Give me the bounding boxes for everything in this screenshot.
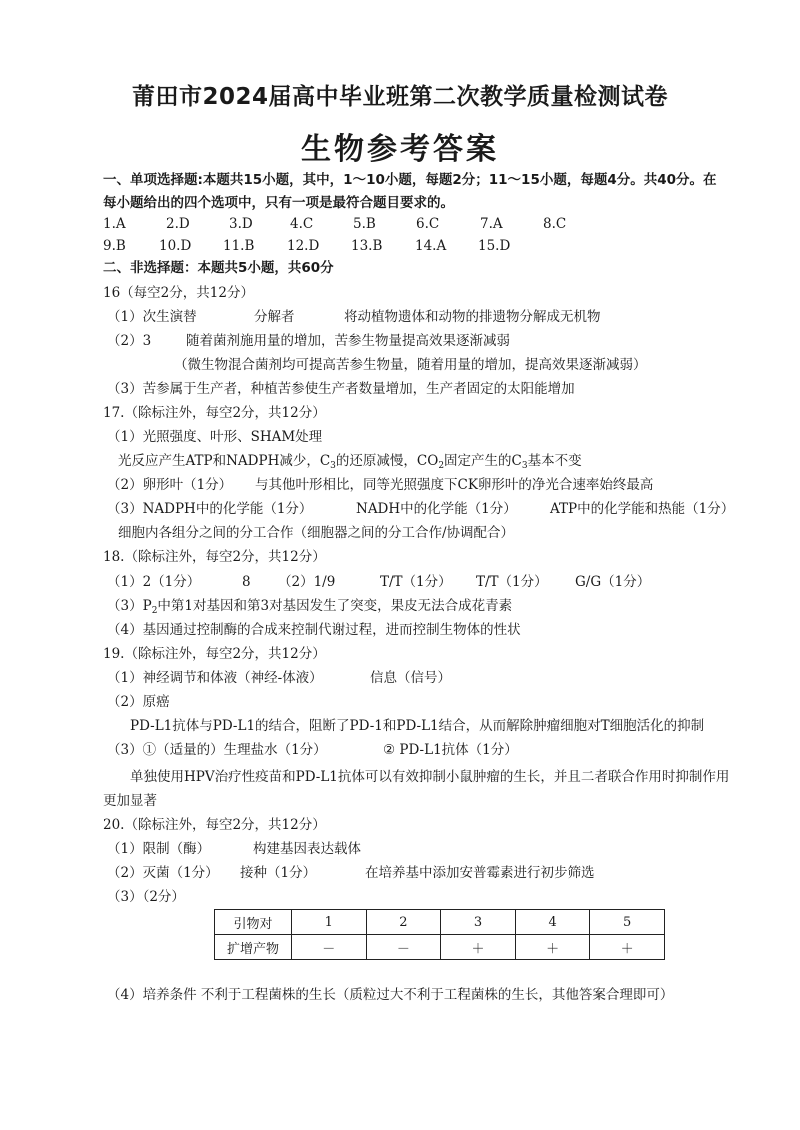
answer-6: 6.C (416, 216, 440, 232)
answer-7: 7.A (480, 216, 503, 232)
q18-header: 18.（除标注外，每空2分，共12分） (103, 549, 326, 565)
q18-answer-2b: T/T（1分） (380, 574, 452, 590)
answer-13: 13.B (351, 238, 383, 254)
q19-header: 19.（除标注外，每空2分，共12分） (103, 646, 326, 662)
answers-row-2 (103, 236, 510, 256)
q19-answer-3b: ② PD-L1抗体（1分） (383, 742, 518, 758)
q17-answer-2b: 与其他叶形相比，同等光照强度下CK卵形叶的净光合速率始终最高 (255, 477, 654, 493)
q17-answer-3c: ATP中的化学能和热能（1分） (550, 501, 735, 517)
q20-answer-4: （4）培养条件 不利于工程菌株的生长（质粒过大不利于工程菌株的生长，其他答案合理即可） (107, 987, 674, 1003)
table-header-primer-pair: 引物对 (215, 910, 292, 935)
q19-answer-3-explain-cont: 更加显著 (103, 793, 157, 809)
table-cell: ＋ (590, 935, 665, 960)
answer-11: 11.B (223, 238, 255, 254)
q20-answer-1b: 构建基因表达载体 (253, 841, 361, 857)
q16-answer-1b: 分解者 (254, 309, 295, 325)
part2-heading: 二、非选择题：本题共5小题，共60分 (103, 260, 334, 276)
q19-answer-3-explain: 单独使用HPV治疗性疫苗和PD-L1抗体可以有效抑制小鼠肿瘤的生长，并且二者联合作用时抑制作用 (130, 769, 730, 785)
q19-answer-3a: （3）①（适量的）生理盐水（1分） (107, 742, 327, 758)
q16-header: 16（每空2分，共12分） (103, 285, 254, 301)
q20-header: 20.（除标注外，每空2分，共12分） (103, 817, 326, 833)
part1-heading-line1: 一、单项选择题:本题共15小题，其中，1～10小题，每题2分；11～15小题，每题4分。共40分。在 (103, 172, 717, 188)
q16-answer-3: （3）苦参属于生产者，种植苦参使生产者数量增加，生产者固定的太阳能增加 (107, 381, 575, 397)
q18-answer-2a: （2）1/9 (278, 574, 336, 590)
q18-answer-row-1 (107, 572, 650, 592)
table-row (215, 935, 665, 960)
answer-1: 1.A (103, 216, 126, 232)
q17-answer-3-explain: 细胞内各组分之间的分工合作（细胞器之间的分工合作/协调配合） (118, 525, 515, 541)
q19-answer-1a: （1）神经调节和体液（神经-体液） (107, 670, 323, 686)
page-subtitle: 生物参考答案 (301, 132, 499, 167)
q19-answer-2-explain: PD-L1抗体与PD-L1的结合，阻断了PD-1和PD-L1结合，从而解除肿瘤细胞对T细胞活化的抑制 (130, 718, 705, 734)
answer-2: 2.D (166, 216, 190, 232)
table-cell: ＋ (515, 935, 590, 960)
table-cell: 4 (515, 910, 590, 935)
answer-14: 14.A (415, 238, 447, 254)
q17-answer-1: （1）光照强度、叶形、SHAM处理 (107, 429, 323, 445)
q18-answer-1a: （1）2（1分） (107, 574, 201, 590)
q18-answer-2d: G/G（1分） (575, 574, 651, 590)
q20-answer-1a: （1）限制（酶） (107, 841, 211, 857)
answer-15: 15.D (478, 238, 511, 254)
q16-answer-2a: （2）3 (107, 333, 152, 349)
part1-heading-line2: 每小题给出的四个选项中，只有一项是最符合题目要求的。 (103, 195, 454, 211)
q19-answer-1b: 信息（信号） (370, 670, 451, 686)
page-title: 莆田市2024届高中毕业班第二次教学质量检测试卷 (131, 84, 668, 110)
table-cell: 1 (292, 910, 367, 935)
q17-answer-1-explain: 光反应产生ATP和NADPH减少，$C_3$的还原减慢，$CO_2$固定产生的$C_3$基本不变 (118, 453, 582, 471)
q18-answer-4: （4）基因通过控制酶的合成来控制代谢过程，进而控制生物体的性状 (107, 622, 521, 638)
q20-answer-2b: 接种（1分） (240, 865, 317, 881)
q17-answer-3b: NADH中的化学能（1分） (356, 501, 517, 517)
amplification-table (214, 909, 665, 960)
table-cell: 3 (441, 910, 516, 935)
answer-5: 5.B (353, 216, 376, 232)
q20-answer-2a: （2）灭菌（1分） (107, 865, 219, 881)
q18-answer-3: $(3)P_2$中第1对基因和第3对基因发生了突变，果皮无法合成花青素 (107, 598, 513, 616)
table-header-product: 扩增产物 (215, 935, 292, 960)
q18-answer-1b: 8 (242, 574, 251, 590)
answer-8: 8.C (543, 216, 567, 232)
q17-answer-2a: （2）卵形叶（1分） (107, 477, 233, 493)
answers-row-1 (103, 214, 566, 234)
q17-header: 17.（除标注外，每空2分，共12分） (103, 405, 326, 421)
q16-answer-2-alt: （微生物混合菌剂均可提高苦参生物量，随着用量的增加，提高效果逐渐减弱） (174, 357, 647, 373)
q20-answer-3: （3）（2分） (107, 889, 185, 905)
answer-9: 9.B (103, 238, 126, 254)
q19-answer-2: （2）原癌 (107, 694, 170, 710)
q16-answer-2b: 随着菌剂施用量的增加，苦参生物量提高效果逐渐减弱 (186, 333, 510, 349)
q17-answer-3a: （3）NADPH中的化学能（1分） (107, 501, 313, 517)
answer-10: 10.D (159, 238, 192, 254)
table-cell: － (292, 935, 367, 960)
q16-answer-1a: （1）次生演替 (107, 309, 197, 325)
table-cell: 2 (366, 910, 441, 935)
answer-3: 3.D (229, 216, 253, 232)
q20-answer-2c: 在培养基中添加安普霉素进行初步筛选 (365, 865, 595, 881)
table-cell: ＋ (441, 935, 516, 960)
table-row (215, 910, 665, 935)
answer-4: 4.C (290, 216, 314, 232)
q16-answer-1c: 将动植物遗体和动物的排遗物分解成无机物 (344, 309, 601, 325)
table-cell: － (366, 935, 441, 960)
table-cell: 5 (590, 910, 665, 935)
q18-answer-2c: T/T（1分） (476, 574, 548, 590)
answer-12: 12.D (287, 238, 320, 254)
